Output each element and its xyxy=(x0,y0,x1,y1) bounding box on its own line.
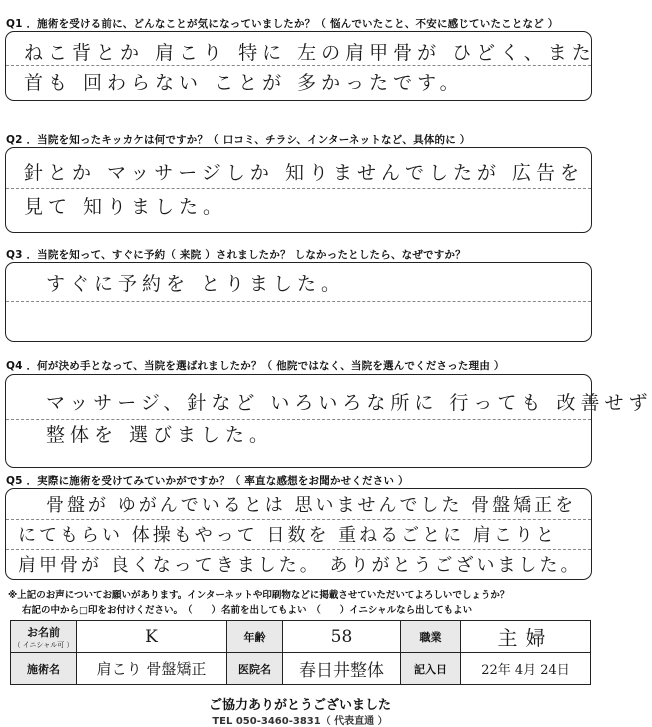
date-label: 記入日 xyxy=(401,653,461,685)
publication-notice-line-1: ※上記のお声についてお願いがあります。インターネットや印刷物などに掲載させていただいてよろしいでしょうか？ xyxy=(8,590,510,601)
q4-label: Q4 ．何が決め手となって、当院を選ばれましたか？（ 他院ではなく、当院を選んでくださった理由 ） xyxy=(6,360,505,372)
answer-rule xyxy=(6,519,591,520)
table-row xyxy=(11,621,591,653)
answer-rule xyxy=(6,301,591,302)
q5-answer-line-2: にてもらい 体操もやって 日数を 重ねるごとに 肩こりと xyxy=(18,525,557,546)
q5-answer-line-3: 肩甲骨が 良くなってきました。 ありがとうございました。 xyxy=(18,555,582,576)
q1-answer-box xyxy=(5,31,596,101)
publication-notice-line-2: 右記の中から□印をお付けください。 （ ）名前を出してもよい （ ）イニシャルなら出してもよい xyxy=(22,605,473,616)
name-label: お名前 xyxy=(27,625,60,639)
age-label: 年齢 xyxy=(227,621,283,653)
clinic-value: 春日井整体 xyxy=(283,653,401,685)
q5-answer-line-1: 骨盤が ゆがんでいるとは 思いませんでした 骨盤矯正を xyxy=(46,495,577,516)
date-value: 22年 4月 24日 xyxy=(461,653,591,685)
treatment-value: 肩こり 骨盤矯正 xyxy=(77,653,227,685)
q4-answer-line-2: 整体を 選びました。 xyxy=(46,424,274,446)
q1-answer-line-2: 首も 回わらない ことが 多かったです。 xyxy=(24,72,464,94)
q4-answer-box xyxy=(5,374,652,468)
job-value: 主婦 xyxy=(461,621,591,653)
q3-answer-line-1: すぐに予約を とりました。 xyxy=(46,273,346,295)
q5-label: Q5 ．実際に施術を受けてみていかがですか？（ 率直な感想をお聞かせください ） xyxy=(6,475,409,487)
q1-label: Q1 ．施術を受ける前に、どんなことが気になっていましたか？（ 悩んでいたこと、不安に感じていたことなど ） xyxy=(6,18,559,30)
q2-answer-box xyxy=(5,147,592,233)
q3-answer-box xyxy=(5,262,592,342)
treatment-label: 施術名 xyxy=(11,653,77,685)
name-value: K xyxy=(77,621,227,653)
thanks-message: ご協力ありがとうございました xyxy=(208,698,391,713)
age-value: 58 xyxy=(283,621,401,653)
respondent-info-table xyxy=(10,620,591,685)
answer-rule xyxy=(6,65,591,66)
q4-answer-line-1: マッサージ、針など いろいろな所に 行っても 改善せず xyxy=(46,392,652,414)
q2-answer-line-1: 針とか マッサージしか 知りませんでしたが 広告を xyxy=(24,162,584,184)
q2-answer-line-2: 見て 知りました。 xyxy=(24,196,228,218)
q1-answer-line-1: ねこ背とか 肩こり 特に 左の肩甲骨が ひどく、また xyxy=(24,42,596,64)
table-row xyxy=(11,653,591,685)
answer-rule xyxy=(6,549,591,550)
q2-label: Q2 ．当院を知ったキッカケは何ですか？（ 口コミ、チラシ、インターネットなど、具体的に ） xyxy=(6,134,471,146)
job-label: 職業 xyxy=(401,621,461,653)
name-label-cell xyxy=(11,621,77,653)
q3-label: Q3 ．当院を知って、すぐに予約（ 来院 ）されましたか？ しなかったとしたら、なぜですか？ xyxy=(6,249,466,261)
answer-rule xyxy=(6,188,591,189)
clinic-label: 医院名 xyxy=(227,653,283,685)
contact-tel: TEL 050-3460-3831（ 代表直通 ） xyxy=(212,716,388,727)
name-sub-label: （ イニシャル可 ） xyxy=(13,640,74,649)
q5-answer-box xyxy=(5,488,592,580)
